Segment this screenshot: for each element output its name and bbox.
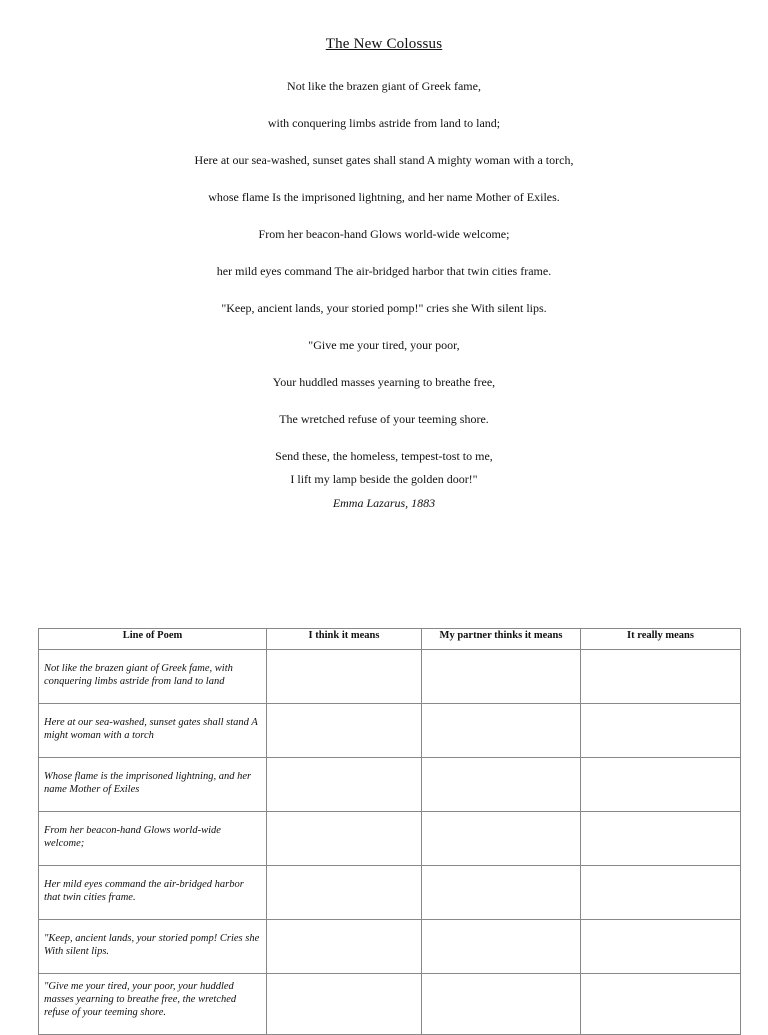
poem-line-11: Send these, the homeless, tempest-tost to me, <box>275 449 493 463</box>
poem-line-7: "Keep, ancient lands, your storied pomp!" cries she With silent lips. <box>221 301 547 315</box>
poem-line-1: Not like the brazen giant of Greek fame, <box>287 79 481 93</box>
poem-line-9: Your huddled masses yearning to breathe free, <box>272 375 496 389</box>
poem-line-cell: Whose flame is the imprisoned lightning, and her name Mother of Exiles <box>39 758 267 812</box>
header-line-of-poem: Line of Poem <box>39 629 267 650</box>
really-means-cell[interactable] <box>581 974 741 1035</box>
i-think-cell[interactable] <box>267 920 422 974</box>
poem-line-cell: From her beacon-hand Glows world-wide welcome; <box>39 812 267 866</box>
poem-attribution: Emma Lazarus, 1883 <box>332 496 436 510</box>
table-header-row <box>39 629 741 650</box>
i-think-cell[interactable] <box>267 974 422 1035</box>
i-think-cell[interactable] <box>267 704 422 758</box>
worksheet-table <box>38 628 741 1035</box>
header-really-means: It really means <box>581 629 741 650</box>
table-row <box>39 812 741 866</box>
partner-thinks-cell[interactable] <box>422 812 581 866</box>
poem-line-cell: "Keep, ancient lands, your storied pomp! Cries she With silent lips. <box>39 920 267 974</box>
really-means-cell[interactable] <box>581 650 741 704</box>
partner-thinks-cell[interactable] <box>422 650 581 704</box>
poem-line-6: her mild eyes command The air-bridged harbor that twin cities frame. <box>216 264 552 278</box>
poem-line-cell: Here at our sea-washed, sunset gates shall stand A might woman with a torch <box>39 704 267 758</box>
really-means-cell[interactable] <box>581 812 741 866</box>
table-row <box>39 758 741 812</box>
table-row <box>39 920 741 974</box>
partner-thinks-cell[interactable] <box>422 920 581 974</box>
poem-line-cell: Not like the brazen giant of Greek fame, with conquering limbs astride from land to land <box>39 650 267 704</box>
i-think-cell[interactable] <box>267 866 422 920</box>
partner-thinks-cell[interactable] <box>422 758 581 812</box>
really-means-cell[interactable] <box>581 866 741 920</box>
poem-line-5: From her beacon-hand Glows world-wide welcome; <box>258 227 510 241</box>
poem-line-12: I lift my lamp beside the golden door!" <box>290 472 478 486</box>
table-row <box>39 704 741 758</box>
i-think-cell[interactable] <box>267 650 422 704</box>
partner-thinks-cell[interactable] <box>422 704 581 758</box>
poem-line-3: Here at our sea-washed, sunset gates shall stand A mighty woman with a torch, <box>194 153 574 167</box>
document-title: The New Colossus <box>325 36 443 52</box>
poem-line-cell: "Give me your tired, your poor, your huddled masses yearning to breathe free, the wretched refuse of your teeming shore. <box>39 974 267 1035</box>
table-row <box>39 866 741 920</box>
poem-line-10: The wretched refuse of your teeming shore. <box>279 412 489 426</box>
table-row <box>39 974 741 1035</box>
really-means-cell[interactable] <box>581 920 741 974</box>
poem-line-8: "Give me your tired, your poor, <box>308 338 460 352</box>
poem-line-4: whose flame Is the imprisoned lightning, and her name Mother of Exiles. <box>208 190 560 204</box>
i-think-cell[interactable] <box>267 812 422 866</box>
partner-thinks-cell[interactable] <box>422 974 581 1035</box>
really-means-cell[interactable] <box>581 758 741 812</box>
really-means-cell[interactable] <box>581 704 741 758</box>
header-partner-thinks: My partner thinks it means <box>422 629 581 650</box>
poem-line-2: with conquering limbs astride from land to land; <box>267 116 501 130</box>
header-i-think: I think it means <box>267 629 422 650</box>
i-think-cell[interactable] <box>267 758 422 812</box>
table-row <box>39 650 741 704</box>
partner-thinks-cell[interactable] <box>422 866 581 920</box>
poem-line-cell: Her mild eyes command the air-bridged harbor that twin cities frame. <box>39 866 267 920</box>
